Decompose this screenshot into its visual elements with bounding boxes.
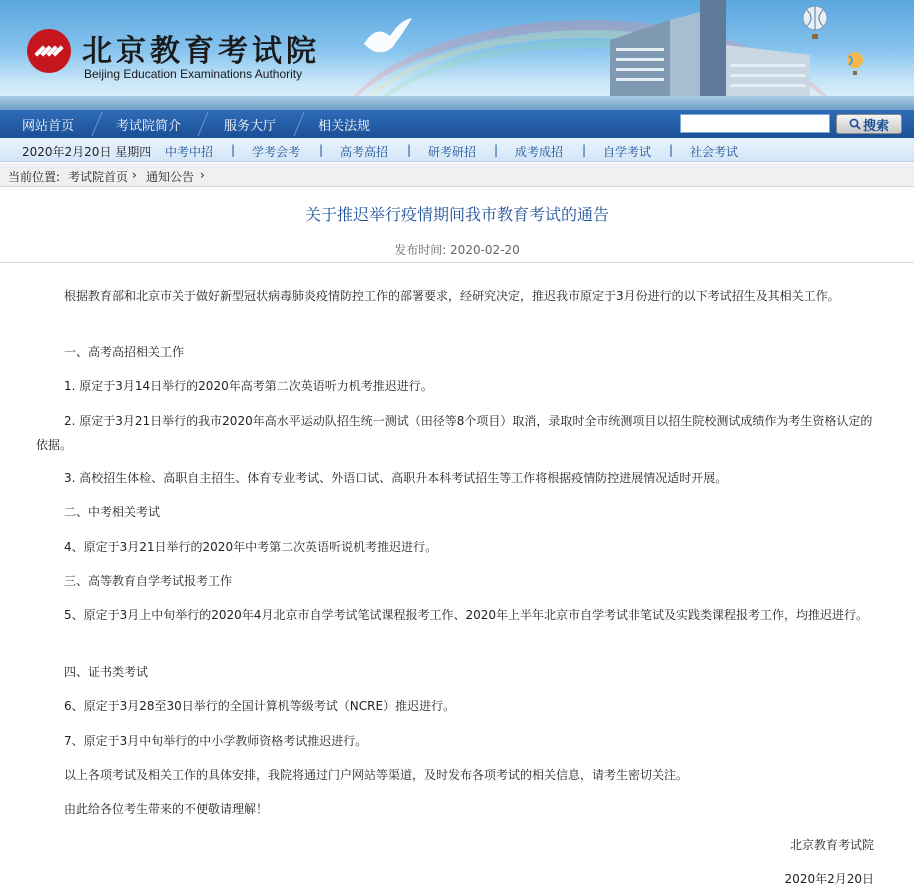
breadcrumb-home[interactable]: 考试院首页	[68, 170, 129, 184]
section-heading: 四、证书类考试	[64, 665, 149, 679]
nav-item-home[interactable]: 网站首页	[22, 119, 75, 134]
search-button[interactable]	[836, 114, 902, 134]
logo-title-en: Beijing Education Examinations Authority	[84, 67, 303, 81]
sub-nav-zikao[interactable]: 自学考试	[603, 145, 652, 159]
main-nav	[0, 110, 914, 138]
header-banner	[0, 0, 914, 110]
current-date: 2020年2月20日 星期四	[22, 145, 152, 159]
nav-separator	[90, 110, 104, 138]
article-signature: 北京教育考试院	[789, 838, 874, 852]
search-input[interactable]	[680, 114, 830, 133]
sub-nav	[0, 138, 914, 162]
nav-separator	[196, 110, 210, 138]
sub-nav-xuekao[interactable]: 学考会考	[252, 145, 301, 159]
balloon-icon	[802, 6, 828, 40]
sub-nav-yankao[interactable]: 研考研招	[428, 145, 477, 159]
article-paragraph: 3. 高校招生体检、高职自主招生、体育专业考试、外语口试、高职升本科考试招生等工作将根据疫情防控进展情况适时开展。	[64, 471, 728, 485]
article-paragraph: 5、原定于3月上中旬举行的2020年4月北京市自学考试笔试课程报考工作、2020年上半年北京市自学考试非笔试及实践类课程报考工作，均推迟进行。	[64, 608, 868, 622]
sub-nav-separator: |	[669, 143, 674, 157]
sub-nav-chengkao[interactable]: 成考成招	[515, 145, 564, 159]
title-divider	[0, 262, 914, 263]
sub-nav-separator: |	[231, 143, 236, 157]
article-paragraph: 以上各项考试及相关工作的具体安排，我院将通过门户网站等渠道，及时发布各项考试的相关信息，请考生密切关注。	[64, 768, 689, 782]
article-title: 关于推迟举行疫情期间我市教育考试的通告	[304, 205, 609, 224]
nav-item-regulations[interactable]: 相关法规	[318, 119, 371, 134]
publish-time: 发布时间: 2020-02-20	[394, 243, 520, 257]
search-button-label: 搜索	[862, 118, 889, 134]
article-paragraph: 6、原定于3月28至30日举行的全国计算机等级考试（NCRE）推迟进行。	[64, 699, 456, 713]
balloon-small-icon	[846, 52, 864, 76]
sub-nav-separator: |	[407, 143, 412, 157]
breadcrumb	[0, 163, 914, 187]
nav-item-services[interactable]: 服务大厅	[224, 119, 277, 134]
breadcrumb-notices[interactable]: 通知公告	[146, 170, 195, 184]
sub-nav-separator: |	[582, 143, 587, 157]
sub-nav-separator: |	[319, 143, 324, 157]
breadcrumb-arrow-icon: ›	[132, 168, 137, 182]
sub-nav-separator: |	[494, 143, 499, 157]
sub-nav-gaokao[interactable]: 高考高招	[340, 145, 389, 159]
sub-nav-zhongkao[interactable]: 中考中招	[165, 145, 214, 159]
search-icon	[849, 118, 861, 130]
logo-title-cn[interactable]: 北京教育考试院	[82, 34, 320, 69]
section-heading: 一、高考高招相关工作	[64, 345, 185, 359]
article-paragraph: 根据教育部和北京市关于做好新型冠状病毒肺炎疫情防控工作的部署要求，经研究决定，推迟我市原定于3月份进行的以下考试招生及其相关工作。	[64, 289, 840, 303]
logo-icon[interactable]	[24, 26, 74, 76]
article-paragraph: 7、原定于3月中旬举行的中小学教师资格考试推迟进行。	[64, 734, 368, 748]
article-paragraph: 由此给各位考生带来的不便敬请理解！	[64, 802, 269, 816]
section-heading: 三、高等教育自学考试报考工作	[64, 574, 233, 588]
section-heading: 二、中考相关考试	[64, 505, 161, 519]
article-paragraph: 1. 原定于3月14日举行的2020年高考第二次英语听力机考推迟进行。	[64, 379, 433, 393]
article-paragraph: 2. 原定于3月21日举行的我市2020年高水平运动队招生统一测试（田径等8个项目）取消，录取时全市统测项目以招生院校测试成绩作为考生资格认定的依据。	[36, 414, 873, 452]
banner-ground	[0, 96, 914, 110]
article-sign-date: 2020年2月20日	[784, 872, 874, 884]
building-illustration	[610, 0, 810, 100]
nav-item-about[interactable]: 考试院简介	[116, 119, 182, 134]
breadcrumb-arrow-icon: ›	[200, 168, 205, 182]
article-paragraph: 4、原定于3月21日举行的2020年中考第二次英语听说机考推迟进行。	[64, 540, 438, 554]
nav-separator	[292, 110, 306, 138]
breadcrumb-label: 当前位置:	[8, 170, 61, 184]
sub-nav-shehui[interactable]: 社会考试	[690, 145, 739, 159]
dove-icon	[356, 14, 416, 64]
